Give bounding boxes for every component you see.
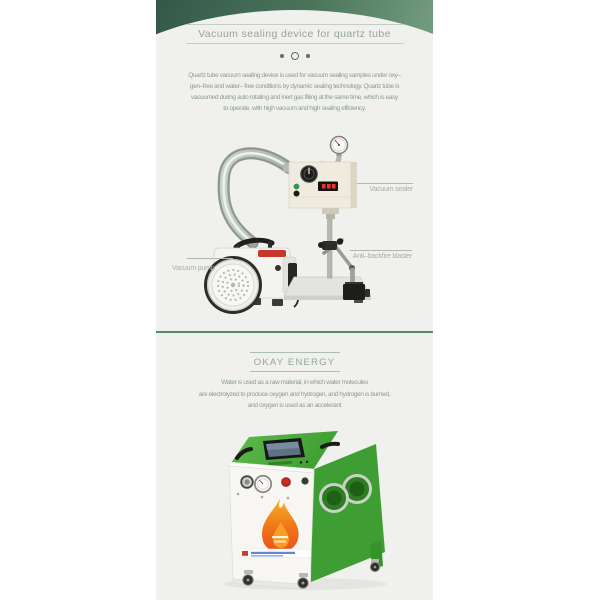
- figure-oxyhydrogen-machine: [156, 425, 433, 595]
- leader-line: [350, 250, 412, 251]
- page-title-wrap: [156, 24, 433, 44]
- sealer-box-drawing: [283, 137, 357, 220]
- leader-line: [357, 183, 413, 184]
- stainless-hose: [224, 153, 289, 242]
- page-title: Vacuum sealing device for quartz tube: [186, 24, 404, 44]
- brand-title-wrap: [156, 352, 433, 372]
- black-knob: [301, 477, 308, 484]
- section-divider: [156, 331, 433, 333]
- dial-knob: [301, 166, 317, 182]
- carousel-pager: [156, 52, 433, 60]
- red-button: [282, 478, 291, 487]
- right-handle: [322, 444, 338, 447]
- content-strip: [156, 0, 433, 600]
- green-indicator: [294, 184, 299, 189]
- oxyhydrogen-machine-illustration: [156, 425, 433, 595]
- description-line: and oxygen is used as an accelerant: [247, 402, 342, 409]
- pager-dot-icon[interactable]: [280, 54, 284, 58]
- description-line: are electrolyzed to produce oxygen and hydrogen, and hydrogen is burned,: [198, 390, 391, 398]
- description-line: gen–free and water– free conditions by dynamic sealing technology. Quartz tube is: [189, 83, 400, 90]
- vacuum-pump-drawing: [204, 238, 298, 314]
- product-description: [156, 70, 433, 114]
- description-line: Quartz tube vacuum sealing device is used for vacuum sealing samples under oxy–: [188, 72, 401, 79]
- label-vacuum-pump: Vacuum pump: [172, 265, 215, 272]
- label-vacuum-sealer: Vacuum sealer: [369, 186, 413, 193]
- black-button: [294, 191, 300, 197]
- brand-label-strip: [239, 549, 311, 558]
- figure-vacuum-device: [156, 128, 433, 328]
- label-anti-backfire-blaster: Anti–backfire blaster: [352, 253, 412, 260]
- description-line: vacuumed during auto rotating and inert gas filling at the same time, which is easy: [191, 94, 398, 101]
- pager-dot-icon[interactable]: [306, 54, 310, 58]
- vacuum-device-illustration: [156, 128, 433, 328]
- brand-description: [156, 377, 433, 412]
- digital-display: [318, 182, 338, 192]
- description-line: Water is used as a raw material, in which water molecules: [221, 379, 368, 386]
- machine-screen: [263, 438, 305, 460]
- pressure-gauge: [331, 137, 348, 154]
- description-line: to operate, with high vacuum and high sealing efficiency.: [223, 105, 366, 112]
- pager-dot-active-icon[interactable]: [291, 52, 299, 60]
- leader-line: [187, 258, 233, 259]
- brand-logo-mark: [242, 551, 248, 556]
- brand-title: OKAY ENERGY: [250, 352, 340, 372]
- machine-front-panel: [229, 462, 314, 590]
